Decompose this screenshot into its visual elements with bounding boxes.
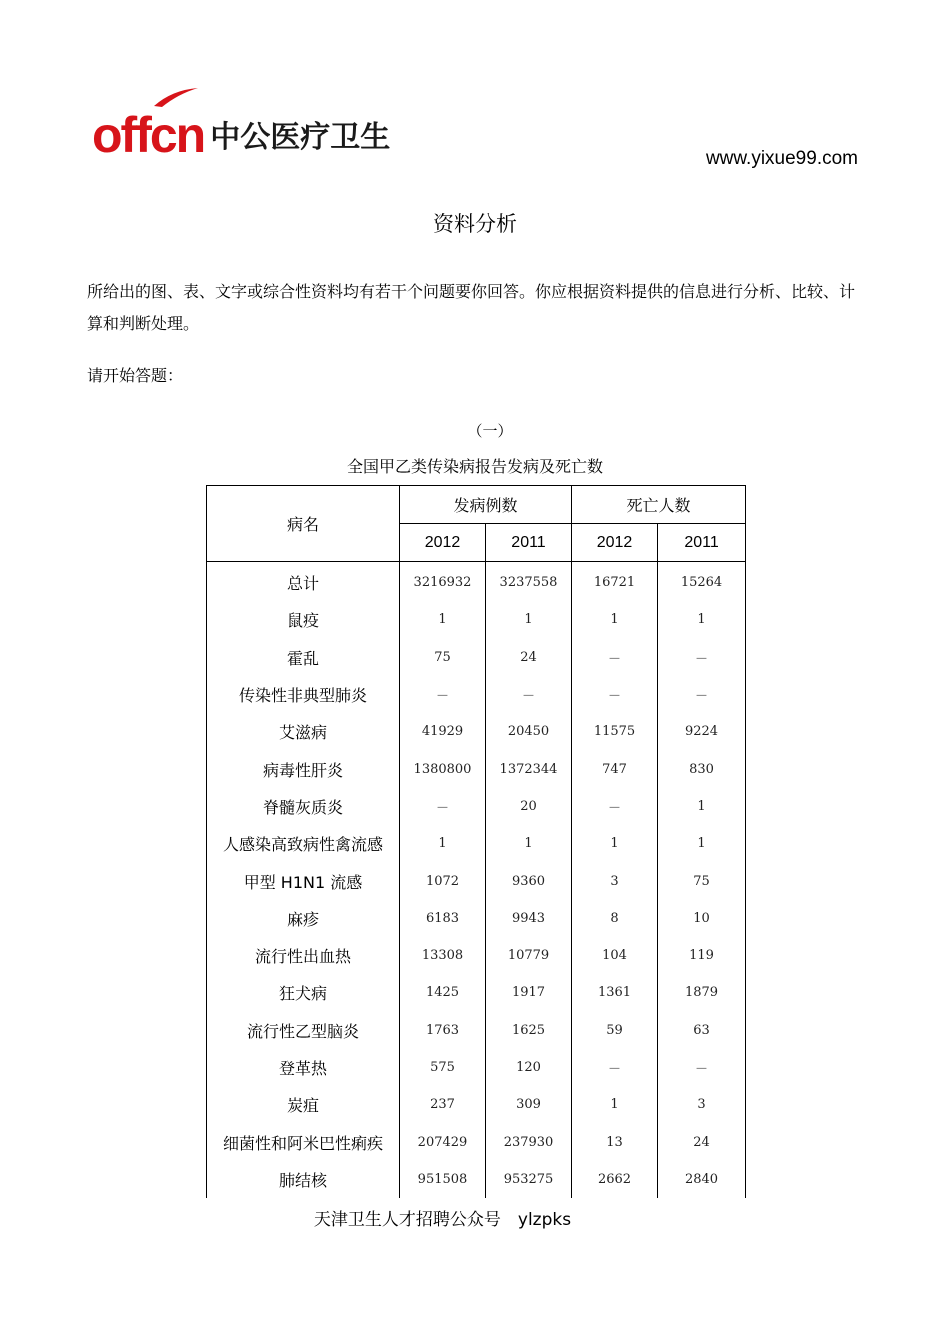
deaths-2012-cell: 2662 bbox=[572, 1161, 658, 1198]
disease-name: 病毒性肝炎 bbox=[207, 750, 400, 787]
cases-2012-cell: 75 bbox=[400, 639, 486, 676]
cases-2012-cell: 1763 bbox=[400, 1012, 486, 1049]
table-row bbox=[207, 1161, 746, 1198]
deaths-2012-cell: 747 bbox=[572, 750, 658, 787]
disease-name: 麻疹 bbox=[207, 900, 400, 937]
cases-2012-cell: 1380800 bbox=[400, 750, 486, 787]
table-row bbox=[207, 1049, 746, 1086]
cases-2011-cell: 1917 bbox=[486, 974, 572, 1011]
disease-name: 艾滋病 bbox=[207, 713, 400, 750]
deaths-2011-cell: 1 bbox=[658, 788, 746, 825]
cases-2011-cell: 1 bbox=[486, 601, 572, 638]
cases-2012-cell: 575 bbox=[400, 1049, 486, 1086]
disease-name: 细菌性和阿米巴性痢疾 bbox=[207, 1123, 400, 1160]
deaths-2012-cell: － bbox=[572, 788, 658, 825]
disease-name: 传染性非典型肺炎 bbox=[207, 676, 400, 713]
disease-name: 炭疽 bbox=[207, 1086, 400, 1123]
deaths-2011-cell: 3 bbox=[658, 1086, 746, 1123]
cases-2012-cell: － bbox=[400, 788, 486, 825]
cases-2011-cell: 10779 bbox=[486, 937, 572, 974]
table-row bbox=[207, 1086, 746, 1123]
cases-2012-cell: 237 bbox=[400, 1086, 486, 1123]
disease-name: 霍乱 bbox=[207, 639, 400, 676]
cases-2012-cell: 41929 bbox=[400, 713, 486, 750]
start-prompt: 请开始答题： bbox=[87, 366, 184, 385]
cases-2011-cell: 1372344 bbox=[486, 750, 572, 787]
disease-name: 肺结核 bbox=[207, 1161, 400, 1198]
table-row bbox=[207, 639, 746, 676]
deaths-2012-cell: 1 bbox=[572, 1086, 658, 1123]
col-header-year: 2012 bbox=[572, 524, 658, 562]
cases-2011-cell: 1625 bbox=[486, 1012, 572, 1049]
logo-wordmark: offcn bbox=[92, 107, 205, 163]
table-row bbox=[207, 676, 746, 713]
disease-name: 流行性出血热 bbox=[207, 937, 400, 974]
deaths-2011-cell: 119 bbox=[658, 937, 746, 974]
deaths-2011-cell: 2840 bbox=[658, 1161, 746, 1198]
disease-name: 鼠疫 bbox=[207, 601, 400, 638]
deaths-2011-cell: － bbox=[658, 676, 746, 713]
disease-name: 狂犬病 bbox=[207, 974, 400, 1011]
cases-2012-cell: 1 bbox=[400, 825, 486, 862]
table-row bbox=[207, 974, 746, 1011]
table-row bbox=[207, 1012, 746, 1049]
cases-2012-cell: 951508 bbox=[400, 1161, 486, 1198]
deaths-2011-cell: － bbox=[658, 1049, 746, 1086]
deaths-2011-cell: － bbox=[658, 639, 746, 676]
table-row bbox=[207, 900, 746, 937]
col-group-deaths: 死亡人数 bbox=[572, 486, 746, 524]
cases-2011-cell: － bbox=[486, 676, 572, 713]
table-row bbox=[207, 937, 746, 974]
cases-2011-cell: 120 bbox=[486, 1049, 572, 1086]
cases-2012-cell: 207429 bbox=[400, 1123, 486, 1160]
table-row bbox=[207, 862, 746, 899]
cases-2011-cell: 20450 bbox=[486, 713, 572, 750]
table-row bbox=[207, 788, 746, 825]
cases-2011-cell: 24 bbox=[486, 639, 572, 676]
disease-name: 流行性乙型脑炎 bbox=[207, 1012, 400, 1049]
deaths-2012-cell: － bbox=[572, 639, 658, 676]
deaths-2011-cell: 15264 bbox=[658, 562, 746, 602]
page-title: 资料分析 bbox=[433, 212, 517, 236]
deaths-2012-cell: 8 bbox=[572, 900, 658, 937]
deaths-2011-cell: 75 bbox=[658, 862, 746, 899]
cases-2012-cell: 1425 bbox=[400, 974, 486, 1011]
col-header-disease: 病名 bbox=[207, 486, 400, 562]
disease-name: 甲型 H1N1 流感 bbox=[207, 862, 400, 899]
col-group-cases: 发病例数 bbox=[400, 486, 572, 524]
disease-name: 登革热 bbox=[207, 1049, 400, 1086]
deaths-2012-cell: － bbox=[572, 1049, 658, 1086]
cases-2011-cell: 1 bbox=[486, 825, 572, 862]
cases-2012-cell: 6183 bbox=[400, 900, 486, 937]
table-row bbox=[207, 825, 746, 862]
cases-2012-cell: － bbox=[400, 676, 486, 713]
footer-text: 天津卫生人才招聘公众号 ylzpks bbox=[313, 1210, 572, 1230]
deaths-2012-cell: 1 bbox=[572, 825, 658, 862]
deaths-2011-cell: 10 bbox=[658, 900, 746, 937]
disease-name: 人感染高致病性禽流感 bbox=[207, 825, 400, 862]
table-title: 全国甲乙类传染病报告发病及死亡数 bbox=[346, 457, 603, 476]
table-row bbox=[207, 562, 746, 602]
deaths-2011-cell: 63 bbox=[658, 1012, 746, 1049]
cases-2011-cell: 9943 bbox=[486, 900, 572, 937]
cases-2012-cell: 1 bbox=[400, 601, 486, 638]
col-header-year: 2011 bbox=[658, 524, 746, 562]
col-header-year: 2012 bbox=[400, 524, 486, 562]
deaths-2012-cell: 13 bbox=[572, 1123, 658, 1160]
deaths-2012-cell: 3 bbox=[572, 862, 658, 899]
cases-2011-cell: 237930 bbox=[486, 1123, 572, 1160]
disease-name: 总计 bbox=[207, 562, 400, 602]
offcn-logo bbox=[92, 100, 391, 163]
disease-table bbox=[206, 485, 746, 1198]
cases-2011-cell: 309 bbox=[486, 1086, 572, 1123]
deaths-2011-cell: 24 bbox=[658, 1123, 746, 1160]
table-row bbox=[207, 713, 746, 750]
col-header-year: 2011 bbox=[486, 524, 572, 562]
cases-2011-cell: 953275 bbox=[486, 1161, 572, 1198]
website-url: www.yixue99.com bbox=[705, 148, 858, 169]
cases-2012-cell: 13308 bbox=[400, 937, 486, 974]
deaths-2012-cell: 59 bbox=[572, 1012, 658, 1049]
cases-2012-cell: 1072 bbox=[400, 862, 486, 899]
cases-2011-cell: 20 bbox=[486, 788, 572, 825]
deaths-2011-cell: 1 bbox=[658, 601, 746, 638]
deaths-2011-cell: 1 bbox=[658, 825, 746, 862]
section-number: （一） bbox=[467, 422, 513, 440]
logo-swoosh-icon bbox=[152, 86, 200, 108]
intro-paragraph: 所给出的图、表、文字或综合性资料均有若干个问题要你回答。你应根据资料提供的信息进行分析、比较、计算和判断处理。 bbox=[87, 282, 856, 333]
table-row bbox=[207, 750, 746, 787]
table-row bbox=[207, 601, 746, 638]
cases-2011-cell: 9360 bbox=[486, 862, 572, 899]
deaths-2012-cell: 16721 bbox=[572, 562, 658, 602]
logo-chinese-name: 中公医疗卫生 bbox=[210, 120, 391, 155]
table-row bbox=[207, 1123, 746, 1160]
disease-name: 脊髓灰质炎 bbox=[207, 788, 400, 825]
cases-2012-cell: 3216932 bbox=[400, 562, 486, 602]
deaths-2012-cell: 1361 bbox=[572, 974, 658, 1011]
deaths-2012-cell: － bbox=[572, 676, 658, 713]
deaths-2012-cell: 1 bbox=[572, 601, 658, 638]
deaths-2011-cell: 1879 bbox=[658, 974, 746, 1011]
deaths-2011-cell: 9224 bbox=[658, 713, 746, 750]
cases-2011-cell: 3237558 bbox=[486, 562, 572, 602]
deaths-2012-cell: 11575 bbox=[572, 713, 658, 750]
deaths-2012-cell: 104 bbox=[572, 937, 658, 974]
deaths-2011-cell: 830 bbox=[658, 750, 746, 787]
